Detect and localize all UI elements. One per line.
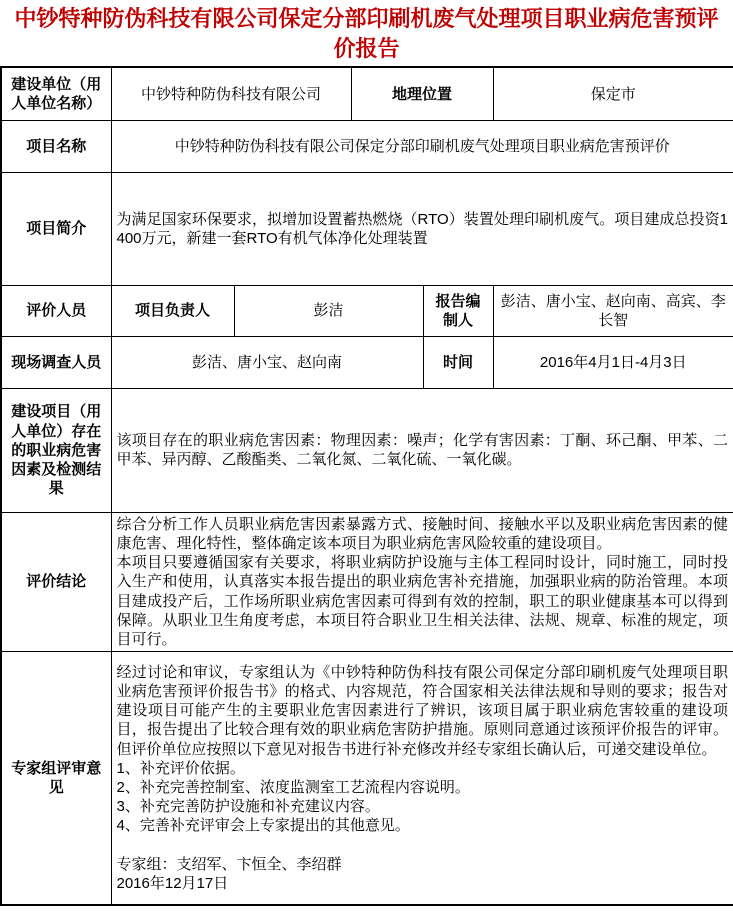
project-leader-value: 彭洁 (234, 285, 423, 336)
report-table (0, 66, 733, 905)
project-intro-label: 项目简介 (1, 172, 111, 285)
row-expert-review (1, 652, 733, 905)
expert-review-label: 专家组评审意见 (1, 652, 111, 905)
project-intro-value: 为满足国家环保要求，拟增加设置蓄热燃烧（RTO）装置处理印刷机废气。项目建成总投资1400万元，新建一套RTO有机气体净化处理装置 (111, 172, 733, 285)
time-label: 时间 (423, 336, 493, 388)
expert-review-item-4: 4、完善补充评审会上专家提出的其他意见。 (116, 817, 410, 835)
row-hazards (1, 388, 733, 512)
conclusion-paragraph-2: 本项目只要遵循国家有关要求，将职业病防护设施与主体工程同时设计，同时施工，同时投入生产和使用，认真落实本报告提出的职业病危害补充措施，加强职业病的防治管理。本项目建成投产后，工作场所职业病危害因素可得到有效的控制，职工的职业健康基本可以得到保障。从职业卫生角度考虑，本项目符合职业卫生相关法律、法规、规章、标准的规定，项目可行。 (116, 554, 729, 648)
site-survey-label: 现场调查人员 (1, 336, 111, 388)
report-title: 中钞特种防伪科技有限公司保定分部印刷机废气处理项目职业病危害预评价报告 (14, 6, 719, 61)
row-site-survey (1, 336, 733, 388)
expert-group-signature: 专家组：支绍军、卞恒全、李绍群 (116, 855, 342, 873)
expert-review-item-3: 3、补充完善防护设施和补充建议内容。 (116, 798, 380, 816)
conclusion-value (111, 512, 733, 651)
row-construction-unit (1, 67, 733, 120)
project-name-value: 中钞特种防伪科技有限公司保定分部印刷机废气处理项目职业病危害预评价 (111, 120, 733, 172)
project-name-label: 项目名称 (1, 120, 111, 172)
project-leader-label: 项目负责人 (111, 285, 234, 336)
hazards-value: 该项目存在的职业病危害因素：物理因素：噪声；化学有害因素：丁酮、环己酮、甲苯、二甲苯、异丙醇、乙酸酯类、二氧化氮、二氧化硫、一氧化碳。 (111, 388, 733, 512)
time-value: 2016年4月1日-4月3日 (493, 336, 733, 388)
expert-review-paragraph: 经过讨论和审议，专家组认为《中钞特种防伪科技有限公司保定分部印刷机废气处理项目职业病危害预评价报告书》的格式、内容规范，符合国家相关法律法规和导则的要求；报告对建设项目可能产生的主要职业危害因素进行了辨识，该项目属于职业病危害较重的建设项目，报告提出了比较合理有效的职业病危害防护措施。原则同意通过该预评价报告的评审。但评价单位应按照以下意见对报告书进行补充修改并经专家组长确认后，可递交建设单位。 (116, 663, 729, 758)
row-evaluators (1, 285, 733, 336)
location-value: 保定市 (493, 67, 733, 120)
report-writers-value: 彭洁、唐小宝、赵向南、高宾、李长智 (493, 285, 733, 336)
blank-line (117, 836, 729, 855)
expert-review-item-2: 2、补充完善控制室、浓度监测室工艺流程内容说明。 (116, 779, 470, 797)
report-writers-label: 报告编制人 (423, 285, 493, 336)
expert-review-item-1: 1、补充评价依据。 (116, 759, 245, 777)
conclusion-paragraph-1: 综合分析工作人员职业病危害因素暴露方式、接触时间、接触水平以及职业病危害因素的健康危害、理化特性，整体确定该本项目为职业病危害风险较重的建设项目。 (116, 515, 729, 553)
expert-review-value (111, 652, 733, 905)
row-project-intro (1, 172, 733, 285)
hazards-label: 建设项目（用人单位）存在的职业病危害因素及检测结果 (1, 388, 111, 512)
row-conclusion (1, 512, 733, 651)
construction-unit-label: 建设单位（用人单位名称） (1, 67, 111, 120)
row-project-name (1, 120, 733, 172)
review-date: 2016年12月17日 (116, 874, 229, 892)
evaluators-label: 评价人员 (1, 285, 111, 336)
construction-unit-value: 中钞特种防伪科技有限公司 (111, 67, 351, 120)
conclusion-label: 评价结论 (1, 512, 111, 651)
site-survey-value: 彭洁、唐小宝、赵向南 (111, 336, 423, 388)
location-label: 地理位置 (351, 67, 493, 120)
